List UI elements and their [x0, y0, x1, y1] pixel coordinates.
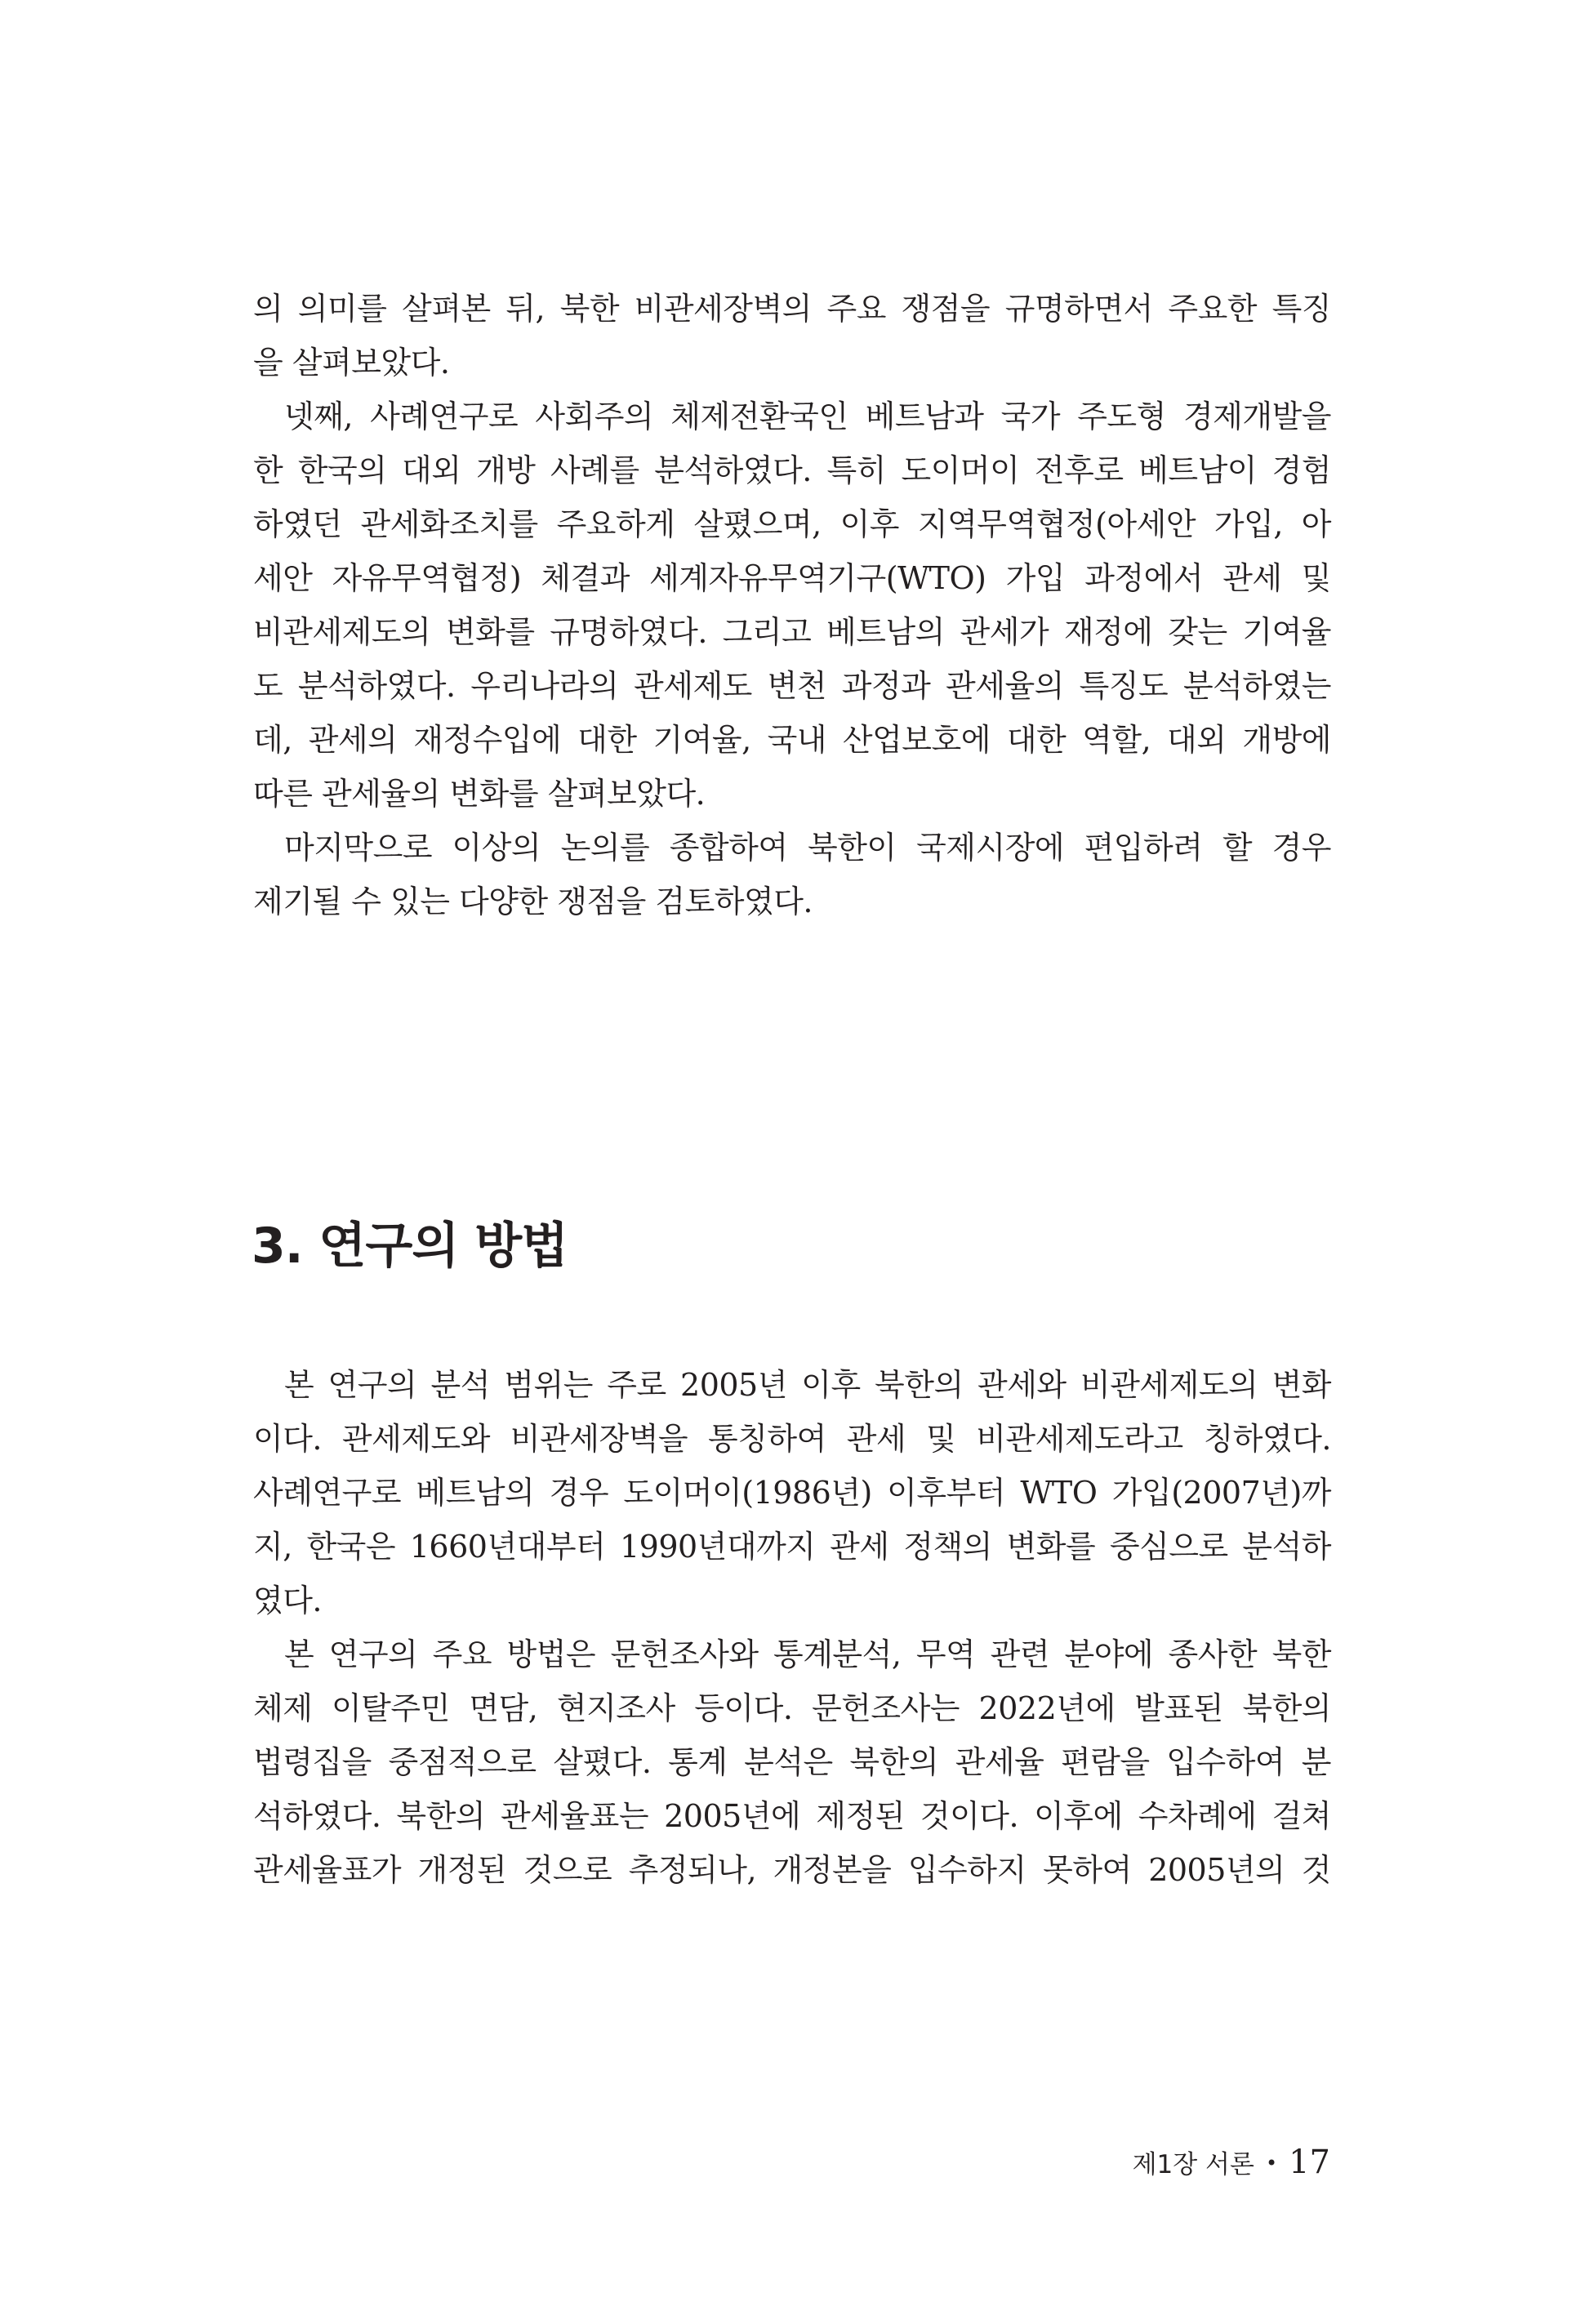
- text-line: 비관세제도의 변화를 규명하였다. 그리고 베트남의 관세가 재정에 갖는 기여율: [253, 614, 1331, 650]
- paragraph-first-line: 본 연구의 주요 방법은 문헌조사와 통계분석, 무역 관련 분야에 종사한 북한: [284, 1636, 1331, 1672]
- text-line: 따른 관세율의 변화를 살펴보았다.: [253, 776, 706, 812]
- text-line: 지, 한국은 1660년대부터 1990년대까지 관세 정책의 변화를 중심으로 분석하: [253, 1529, 1331, 1565]
- text-line: 의 의미를 살펴본 뒤, 북한 비관세장벽의 주요 쟁점을 규명하면서 주요한 특징: [253, 291, 1331, 327]
- text-line: 을 살펴보았다.: [253, 345, 450, 381]
- page-footer: [1133, 2144, 1330, 2181]
- text-line: 법령집을 중점적으로 살폈다. 통계 분석은 북한의 관세율 편람을 입수하여 분: [253, 1744, 1331, 1780]
- paragraph-first-line: 마지막으로 이상의 논의를 종합하여 북한이 국제시장에 편입하려 할 경우: [284, 830, 1331, 866]
- text-line: 한 한국의 대외 개방 사례를 분석하였다. 특히 도이머이 전후로 베트남이 경험: [253, 452, 1331, 488]
- text-line: 관세율표가 개정된 것으로 추정되나, 개정본을 입수하지 못하여 2005년의 것: [253, 1852, 1331, 1888]
- paragraph-first-line: 넷째, 사례연구로 사회주의 체제전환국인 베트남과 국가 주도형 경제개발을: [284, 398, 1331, 434]
- body-text-section-1: [253, 282, 1331, 928]
- text-line: 체제 이탈주민 면담, 현지조사 등이다. 문헌조사는 2022년에 발표된 북한의: [253, 1690, 1331, 1726]
- text-line: 사례연구로 베트남의 경우 도이머이(1986년) 이후부터 WTO 가입(2007년)까: [253, 1475, 1331, 1511]
- text-line: 였다.: [253, 1583, 322, 1618]
- text-line: 도 분석하였다. 우리나라의 관세제도 변천 과정과 관세율의 특징도 분석하였는: [253, 668, 1331, 704]
- text-line: 데, 관세의 재정수입에 대한 기여율, 국내 산업보호에 대한 역할, 대외 개방에: [253, 722, 1331, 758]
- text-line: 하였던 관세화조치를 주요하게 살폈으며, 이후 지역무역협정(아세안 가입, 아: [253, 506, 1331, 542]
- text-line: 이다. 관세제도와 비관세장벽을 통칭하여 관세 및 비관세제도라고 칭하였다.: [253, 1421, 1331, 1457]
- text-line: 세안 자유무역협정) 체결과 세계자유무역기구(WTO) 가입 과정에서 관세 및: [253, 560, 1331, 596]
- body-text-section-2: [253, 1358, 1331, 1897]
- page-number: 17: [1289, 2144, 1330, 2181]
- section-heading: 3. 연구의 방법: [252, 1218, 568, 1275]
- paragraph-first-line: 본 연구의 분석 범위는 주로 2005년 이후 북한의 관세와 비관세제도의 변화: [284, 1367, 1331, 1403]
- text-line: 석하였다. 북한의 관세율표는 2005년에 제정된 것이다. 이후에 수차례에 걸쳐: [253, 1798, 1331, 1834]
- chapter-label: 제1장 서론: [1132, 2150, 1254, 2179]
- text-line: 제기될 수 있는 다양한 쟁점을 검토하였다.: [253, 884, 813, 919]
- footer-separator: •: [1265, 2152, 1278, 2175]
